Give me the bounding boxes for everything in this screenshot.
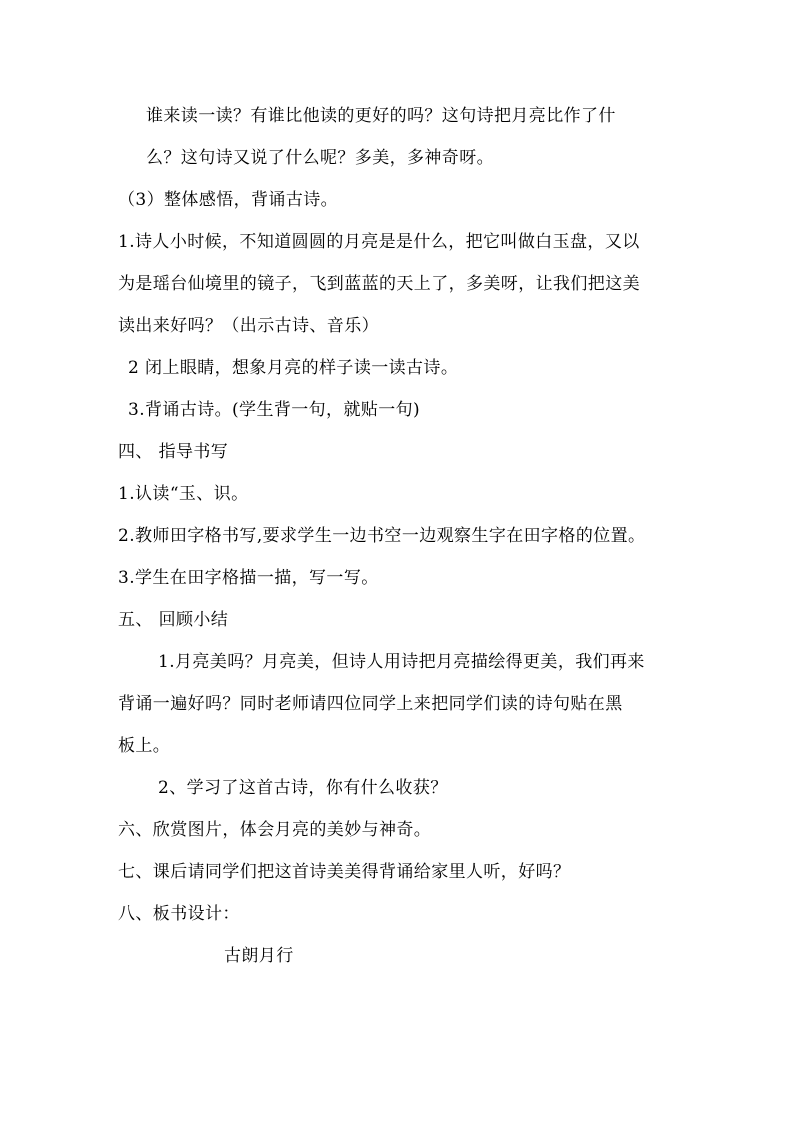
text-line-1: 谁来读一读？有谁比他读的更好的吗？这句诗把月亮比作了什 — [146, 106, 616, 126]
text-line-2: 么？这句诗又说了什么呢？多美，多神奇呀。 — [146, 148, 494, 168]
text-line-10: 1.认读“玉、识。 — [118, 484, 249, 504]
text-line-6: 读出来好吗？（出示古诗、音乐） — [118, 316, 379, 336]
section-heading-7: 七、课后请同学们把这首诗美美得背诵给家里人听，好吗？ — [118, 862, 571, 882]
section-heading-4: 四、 指导书写 — [118, 442, 229, 462]
text-line-4: 1.诗人小时候，不知道圆圆的月亮是是什么，把它叫做白玉盘，又以 — [118, 232, 640, 252]
text-line-12: 3.学生在田字格描一描，写一写。 — [118, 568, 379, 588]
text-line-8: 3.背诵古诗。(学生背一句，就贴一句) — [128, 400, 421, 420]
text-line-17: 2、学习了这首古诗，你有什么收获？ — [158, 778, 448, 798]
text-line-5: 为是瑶台仙境里的镜子，飞到蓝蓝的天上了，多美呀，让我们把这美 — [118, 274, 640, 294]
section-heading-8: 八、板书设计： — [118, 904, 240, 924]
text-line-15: 背诵一遍好吗？同时老师请四位同学上来把同学们读的诗句贴在黑 — [118, 694, 623, 714]
text-line-16: 板上。 — [118, 736, 171, 756]
text-line-14: 1.月亮美吗？月亮美，但诗人用诗把月亮描绘得更美，我们再来 — [158, 652, 645, 672]
section-heading-6: 六、欣赏图片，体会月亮的美妙与神奇。 — [118, 820, 432, 840]
text-line-7: 2 闭上眼睛，想象月亮的样子读一读古诗。 — [128, 358, 459, 378]
board-title: 古朗月行 — [224, 946, 294, 966]
text-line-11: 2.教师田字格书写,要求学生一边书空一边观察生字在田字格的位置。 — [118, 526, 646, 546]
section-heading-5: 五、 回顾小结 — [118, 610, 229, 630]
text-line-3: （3）整体感悟，背诵古诗。 — [118, 190, 339, 210]
